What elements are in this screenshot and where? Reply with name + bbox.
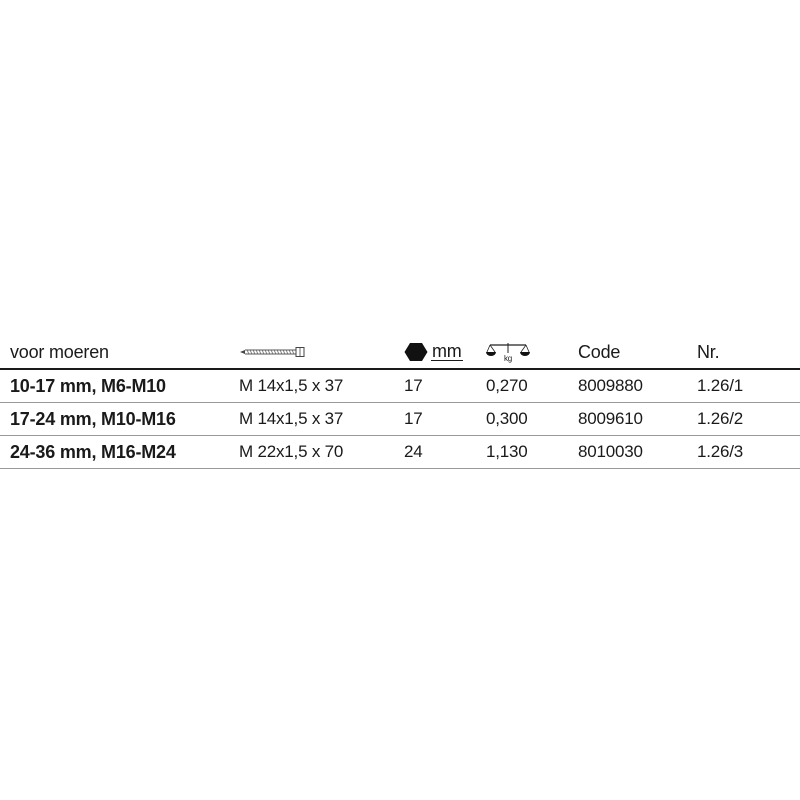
header-thread <box>239 336 305 368</box>
cell-size: 17-24 mm, M10-M16 <box>10 408 176 429</box>
cell-hex: 24 <box>404 442 423 461</box>
header-weight <box>486 336 530 368</box>
cell-thread: M 14x1,5 x 37 <box>239 409 344 428</box>
table-header <box>0 336 800 370</box>
cell-code: 8009610 <box>578 409 643 428</box>
cell-weight: 1,130 <box>486 442 528 461</box>
header-hex-unit: mm <box>432 341 462 361</box>
screw-icon <box>239 345 305 359</box>
cell-thread: M 14x1,5 x 37 <box>239 376 344 395</box>
cell-nr: 1.26/1 <box>697 376 744 395</box>
cell-thread: M 22x1,5 x 70 <box>239 442 344 461</box>
table-row <box>0 403 800 436</box>
cell-hex: 17 <box>404 409 423 428</box>
cell-weight: 0,270 <box>486 376 528 395</box>
cell-code: 8010030 <box>578 442 643 461</box>
cell-nr: 1.26/2 <box>697 409 744 428</box>
cell-nr: 1.26/3 <box>697 442 744 461</box>
header-hex <box>404 336 463 368</box>
hexagon-icon <box>404 342 428 362</box>
cell-code: 8009880 <box>578 376 643 395</box>
header-code: Code <box>578 341 621 362</box>
cell-hex: 17 <box>404 376 423 395</box>
header-nr: Nr. <box>697 341 720 362</box>
cell-weight: 0,300 <box>486 409 528 428</box>
spec-table <box>0 336 800 469</box>
cell-size: 10-17 mm, M6-M10 <box>10 375 166 396</box>
scale-unit-label: kg <box>503 354 513 363</box>
scale-icon <box>486 341 530 363</box>
table-row <box>0 436 800 469</box>
header-size: voor moeren <box>10 341 109 362</box>
cell-size: 24-36 mm, M16-M24 <box>10 441 176 462</box>
table-row <box>0 370 800 403</box>
